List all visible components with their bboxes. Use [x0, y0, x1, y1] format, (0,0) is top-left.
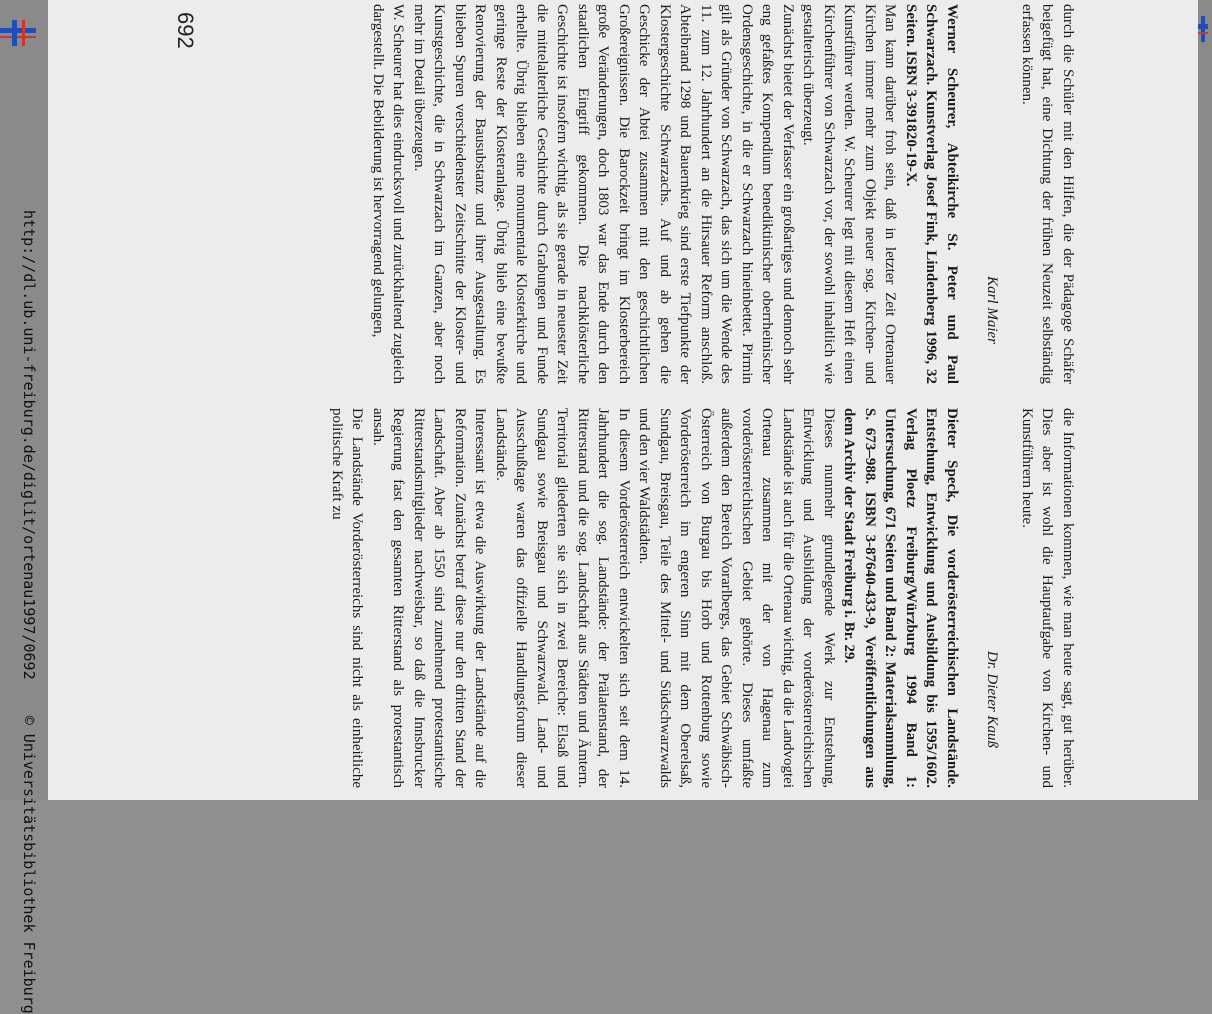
right-margin-strip: [1198, 0, 1212, 800]
left-review-paragraph-3: W. Scheurer hat dies eindrucksvoll und zurückhaltend zugleich dargestellt. Die Bebilderung ist hervorragend gelungen,: [370, 4, 407, 384]
right-review-paragraph-3: Interessant ist etwa die Auswirkung der Landstände auf die Reformation. Zunächst betraf diese nur den dritten Stand der Landschaft. Aber ab 1550 sind zunehmend protestantische Ritterstandsmitglieder nachweisbar, so daß die Innsbrucker Regierung fast den gesamten Ritterstand als protestantisch ansah.: [370, 408, 489, 788]
left-review-paragraph-2: Zunächst bietet der Verfasser ein großartiges und dennoch sehr eng gefaßtes Kompendium benediktinischer oberrheinischer Ordensgeschichte, in die er Schwarzach hineinbettet. Pirmin gilt als Gründer von Schwarzach, das sich um die Wende des 11. zum 12. Jahrhundert an die Hirsauer Reform anschloß. Abteibrand 1298 und Bauernkrieg sind erste Tiefpunkte der Klostergeschichte Schwarzachs. Auf und ab gehen die Geschicke der Abtei zusammen mit den geschichtlichen Großereignissen. Die Barockzeit bringt im Klosterbereich große Veränderungen, doch 1803 war das Ende durch den staatlichen Eingriff gekommen. Die nachklösterliche Geschichte ist insofern wichtig, als sie gerade in neuester Zeit die mittelalterliche Geschichte durch Grabungen und Funde erhellte. Übrig blieben eine monumentale Klosterkirche und geringe Reste der Klosteranlage. Übrig blieb eine bewußte Renovierung der Bausubstanz und ihrer Ausgestaltung. Es blieben Spuren verschiedenster Zeitschnitte der Kloster- und Kunstgeschichte, die in Schwarzach im Ganzen, aber noch mehr im Detail überzeugen.: [411, 4, 796, 384]
left-review-paragraph-1: Man kann darüber froh sein, daß in letzter Zeit Ortenauer Kirchen immer mehr zum Objekt neuer sog. Kirchen- und Kunstführer werden. W. Scheurer legt mit diesem Heft einen Kirchenführer von Schwarzach vor, der sowohl inhaltlich wie gestalterisch überzeugt.: [800, 4, 899, 384]
rotated-page-content: [48, 0, 1198, 800]
page-number: 692: [173, 12, 198, 49]
column-left: [368, 4, 1079, 384]
source-url-vertical[interactable]: [18, 210, 38, 1014]
right-signature: Dr. Dieter Kauß: [984, 650, 1001, 748]
right-review-heading: Dieter Speck, Die vorderösterreichischen Landstände. Entstehung, Entwicklung und Ausbildung bis 1595/1602. Verlag Ploetz Freiburg/Würzburg 1994 Band 1: Untersuchung, 671 Seiten und Band 2: Materialsammlung, S. 673–988. ISBN 3-87640-433-9, Veröffentlichungen aus dem Archiv der Stadt Freiburg i. Br. 29.: [841, 408, 960, 788]
right-review-paragraph-1: Dieses nunmehr grundlegende Werk zur Entstehung, Entwicklung und Ausbildung der vorderösterreichischen Landstände ist auch für die Ortenau wichtig, da die Landvogtei Ortenau zusammen mit der von Hagenau zum vorderösterreichischen Gebiet gehörte. Dieses umfaßte außerdem den Bereich Vorarlbergs, das Gebiet Schwäbisch-Österreich von Burgau bis Horb und Rottenburg sowie Vorderösterreich im engeren Sinn mit dem Oberelsaß, Sundgau, Breisgau, Teile des Mittel- und Südschwarzwalds und den vier Waldstädten.: [636, 408, 837, 788]
left-review-heading: Werner Scheurer, Abteikirche St. Peter und Paul Schwarzach. Kunstverlag Josef Fink, Lindenberg 1996, 32 Seiten. ISBN 3-391820-19-X.: [903, 4, 960, 384]
library-logo-right-icon: [1198, 16, 1208, 42]
left-intro-text: durch die Schüler mit den Hilfen, die der Pädagoge Schäfer beigefügt hat, eine Dichtung der frühen Neuzeit selbständig erfassen können.: [1019, 4, 1076, 384]
source-url[interactable]: http://dl.ub.uni-freiburg.de/diglit/ortenau1997/0692: [20, 210, 38, 680]
right-review-paragraph-4: Die Landstände Vorderösterreichs sind nicht als einheitliche politische Kraft zu: [329, 408, 366, 788]
library-logo-icon: [0, 20, 36, 46]
column-right: [327, 408, 1079, 788]
right-review-paragraph-2: In diesem Vorderösterreich entwickelten sich seit dem 14. Jahrhundert die sog. Landstände: der Prälatenstand, der Ritterstand und die sog. Landschaft aus Städten und Ämtern. Territorial gliederten sie sich in zwei Bereiche: Elsaß und Sundgau sowie Breisgau und Schwarzwald. Land- und Ausschußtage waren das offizielle Handlungsforum dieser Landstände.: [493, 408, 632, 788]
right-intro-text: die Informationen kommen, wie man heute sagt, gut herüber. Dies aber ist wohl die Hauptaufgabe von Kirchen- und Kunstführern heute.: [1019, 408, 1076, 788]
copyright-note: © Universitätsbibliothek Freiburg: [20, 715, 38, 1014]
scanned-page: [48, 0, 1198, 800]
left-signature: Karl Maier: [984, 276, 1001, 344]
